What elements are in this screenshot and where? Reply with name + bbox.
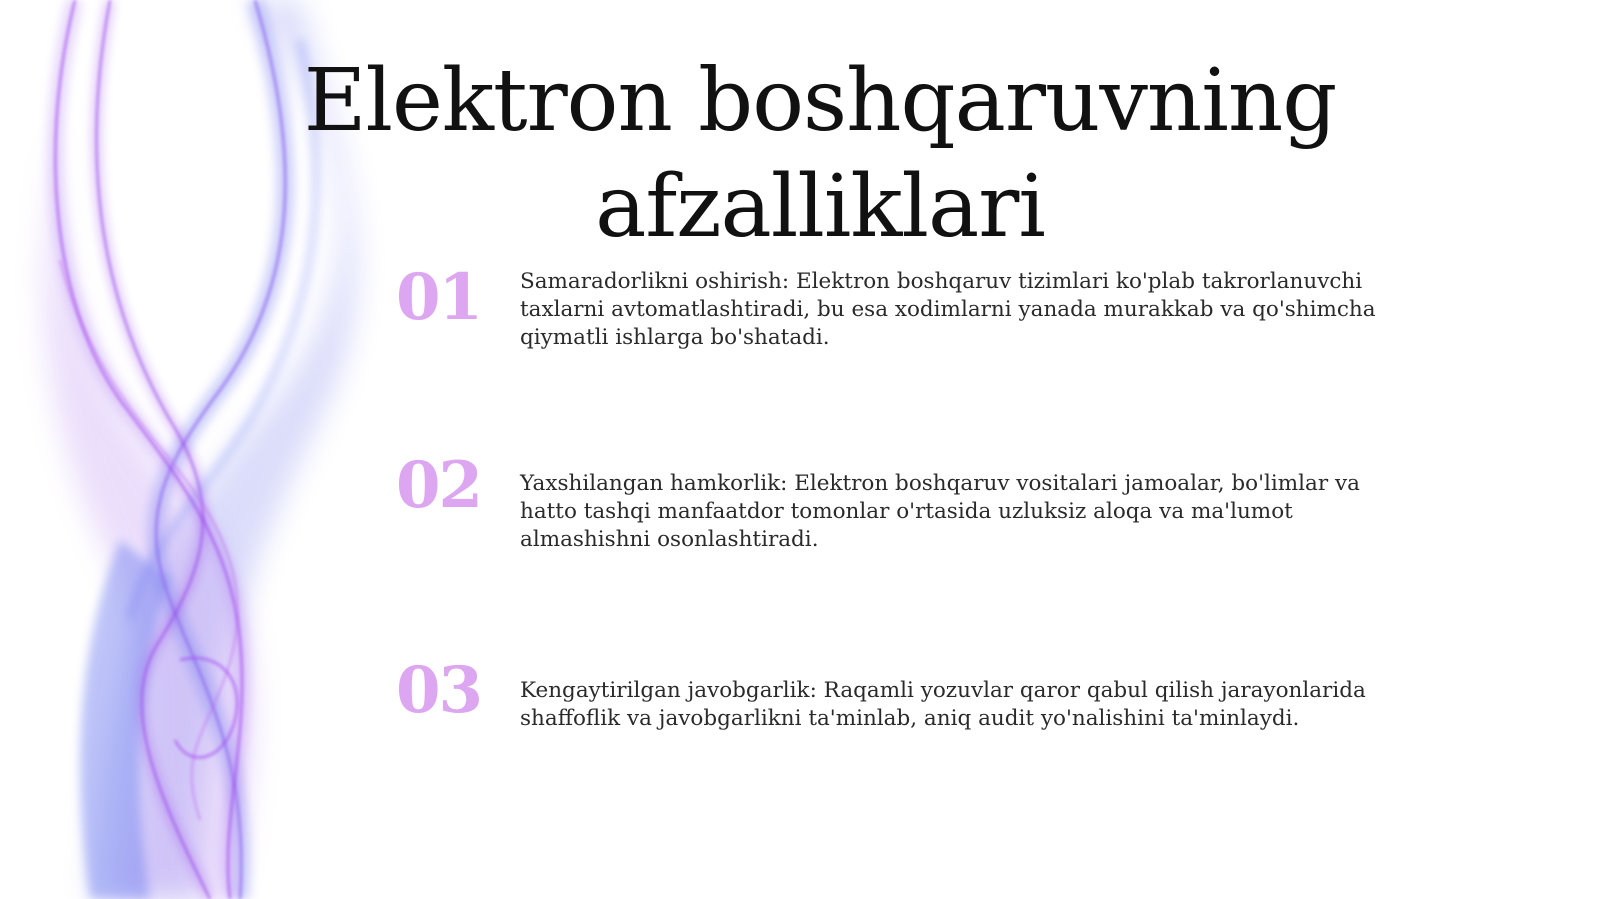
item-text: Samaradorlikni oshirish: Elektron boshqaruv tizimlari ko'plab takrorlanuvchi taxlarni avtomatlashtiradi, bu esa xodimlarni yanada murakkab va qo'shimcha qiymatli ishlarga bo'shatadi.	[520, 269, 1376, 350]
item-number: 02	[396, 448, 482, 523]
item-text: Kengaytirilgan javobgarlik: Raqamli yozuvlar qaror qabul qilish jarayonlarida shaffoflik va javobgarlikni ta'minlab, aniq audit yo'nalishini ta'minlaydi.	[520, 678, 1366, 731]
slide-title: Elektron boshqaruvning afzalliklari	[303, 51, 1337, 257]
item-text: Yaxshilangan hamkorlik: Elektron boshqaruv vositalari jamoalar, bo'limlar va hatto tashqi manfaatdor tomonlar o'rtasida uzluksiz aloqa va ma'lumot almashishni osonlashtiradi.	[520, 471, 1360, 552]
item-number: 03	[396, 653, 482, 728]
item-number: 01	[396, 260, 482, 335]
